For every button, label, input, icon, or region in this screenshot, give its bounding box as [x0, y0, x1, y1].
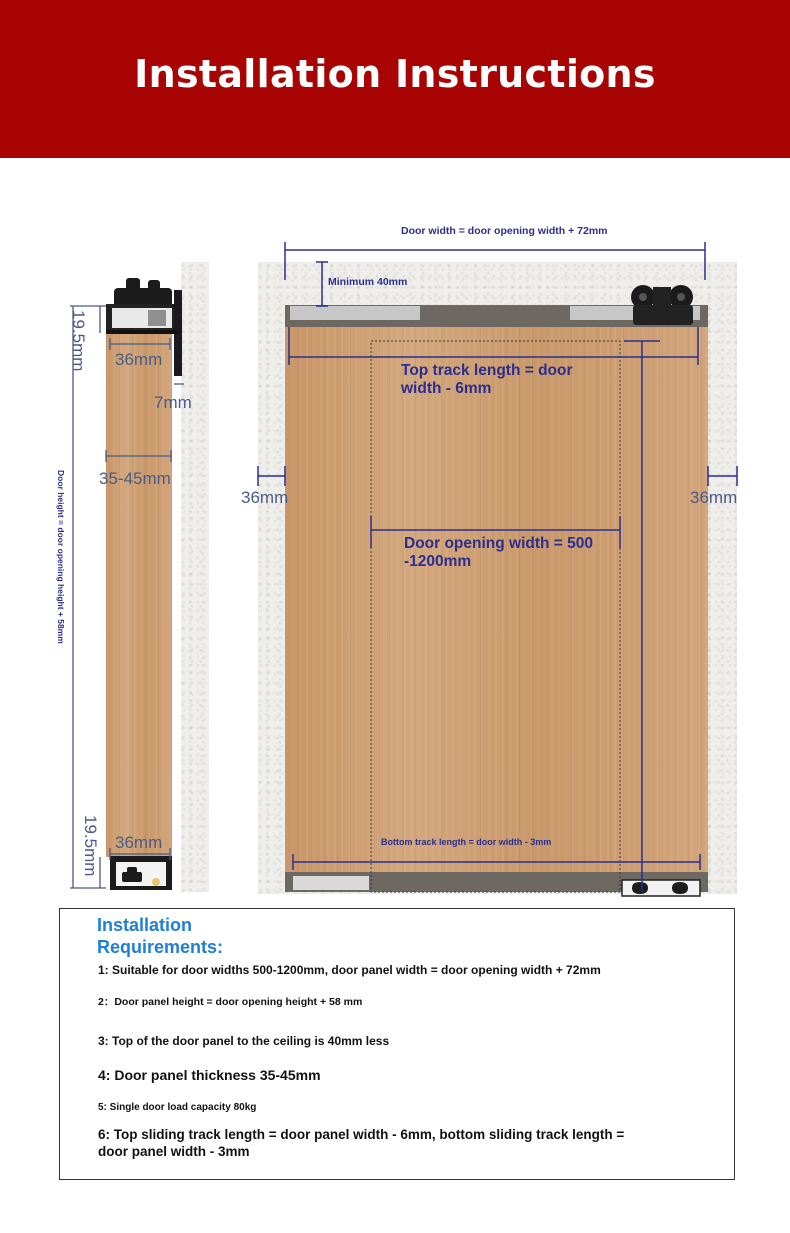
front-minimum-label: Minimum 40mm [328, 276, 408, 288]
requirement-item-4: 4: Door panel thickness 35-45mm [98, 1067, 321, 1083]
installation-requirements-box [59, 908, 735, 1180]
side-thickness-label: 35-45mm [99, 469, 171, 488]
side-bottom-height-label: 19.5mm [81, 815, 100, 877]
front-opening-width-label: Door opening width = 500 -1200mm [404, 535, 594, 570]
requirement-item-6: 6: Top sliding track length = door panel width - 6mm, bottom sliding track length = door panel width - 3mm [98, 1127, 625, 1159]
side-door-height-label: Door height = door opening height + 58mm [56, 470, 66, 644]
requirement-item-5: 5: Single door load capacity 80kg [98, 1102, 257, 1113]
side-top-height-label: 19.5mm [69, 310, 88, 372]
front-left-overlap-label: 36mm [241, 488, 289, 507]
front-bottom-track-label: Bottom track length = door width - 3mm [381, 837, 552, 847]
requirement-item-1: 1: Suitable for door widths 500-1200mm, door panel width = door opening width + 72mm [98, 963, 601, 977]
requirements-title: Installation Requirements: [97, 915, 224, 957]
requirement-item-3: 3: Top of the door panel to the ceiling is 40mm less [98, 1034, 390, 1048]
front-door-width-label: Door width = door opening width + 72mm [401, 225, 608, 237]
side-gap-label: 7mm [154, 393, 192, 412]
front-top-track-label: Top track length = door width - 6mm [401, 362, 573, 397]
side-bottom-width-label: 36mm [115, 833, 163, 852]
side-top-width-label: 36mm [115, 350, 163, 369]
front-right-overlap-label: 36mm [690, 488, 738, 507]
requirement-item-2: 2：Door panel height = door opening height + 58 mm [98, 996, 363, 1008]
page-title: Installation Instructions [134, 52, 656, 96]
